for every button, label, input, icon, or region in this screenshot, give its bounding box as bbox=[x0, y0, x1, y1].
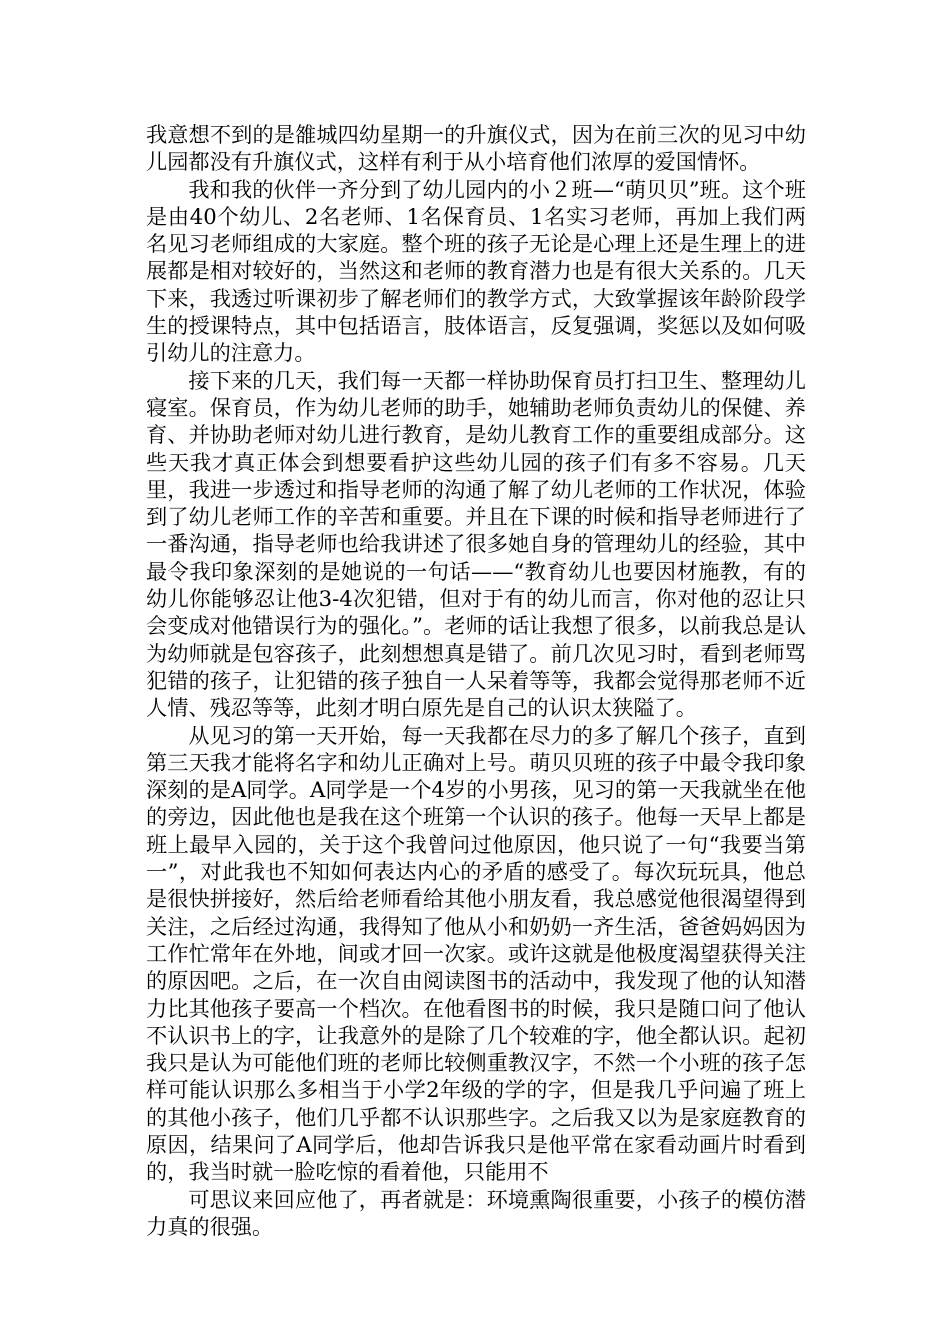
paragraph-4: 从见习的第一天开始，每一天我都在尽力的多了解几个孩子，直到第三天我才能将名字和幼儿正确对上号。萌贝贝班的孩子中最令我印象深刻的是A同学。A同学是一个4岁的小男孩，见习的第一天我就坐在他的旁边，因此他也是我在这个班第一个认识的孩子。他每一天早上都是班上最早入园的，关于这个我曾问过他原因，他只说了一句“我要当第一”，对此我也不知如何表达内心的矛盾的感受了。每次玩玩具，他总是很快拼接好，然后给老师看给其他小朋友看，我总感觉他很渴望得到关注，之后经过沟通，我得知了他从小和奶奶一齐生活，爸爸妈妈因为工作忙常年在外地，间或才回一次家。或许这就是他极度渴望获得关注的原因吧。之后，在一次自由阅读图书的活动中，我发现了他的认知潜力比其他孩子要高一个档次。在他看图书的时候，我只是随口问了他认不认识书上的字，让我意外的是除了几个较难的字，他全都认识。起初我只是认为可能他们班的老师比较侧重教汉字，不然一个小班的孩子怎样可能认识那么多相当于小学2年级的学的字，但是我几乎问遍了班上的其他小孩子，他们几乎都不认识那些字。之后我又以为是家庭教育的原因，结果问了A同学后，他却告诉我只是他平常在家看动画片时看到的，我当时就一脸吃惊的看着他，只能用不 bbox=[146, 722, 806, 1185]
paragraph-3: 接下来的几天，我们每一天都一样协助保育员打扫卫生、整理幼儿寝室。保育员，作为幼儿老师的助手，她辅助老师负责幼儿的保健、养育、并协助老师对幼儿进行教育，是幼儿教育工作的重要组成部分。这些天我才真正体会到想要看护这些幼儿园的孩子们有多不容易。几天里，我进一步透过和指导老师的沟通了解了幼儿老师的工作状况，体验到了幼儿老师工作的辛苦和重要。并且在下课的时候和指导老师进行了一番沟通，指导老师也给我讲述了很多她自身的管理幼儿的经验，其中最令我印象深刻的是她说的一句话——“教育幼儿也要因材施教，有的幼儿你能够忍让他3-4次犯错，但对于有的幼儿而言，你对他的忍让只会变成对他错误行为的强化。”。老师的话让我想了很多，以前我总是认为幼师就是包容孩子，此刻想想真是错了。前几次见习时，看到老师骂犯错的孩子，让犯错的孩子独自一人呆着等等，我都会觉得那老师不近人情、残忍等等，此刻才明白原先是自己的认识太狭隘了。 bbox=[146, 367, 806, 721]
document-body bbox=[146, 121, 806, 1240]
paragraph-5: 可思议来回应他了，再者就是：环境熏陶很重要，小孩子的模仿潜力真的很强。 bbox=[146, 1186, 806, 1239]
paragraph-1: 我意想不到的是雒城四幼星期一的升旗仪式，因为在前三次的见习中幼儿园都没有升旗仪式，这样有利于从小培育他们浓厚的爱国情怀。 bbox=[146, 122, 806, 175]
paragraph-2: 我和我的伙伴一齐分到了幼儿园内的小２班—“萌贝贝”班。这个班是由40个幼儿、2名老师、1名保育员、1名实习老师，再加上我们两名见习老师组成的大家庭。整个班的孩子无论是心理上还是生理上的进展都是相对较好的，当然这和老师的教育潜力也是有很大关系的。几天下来，我透过听课初步了解老师们的教学方式，大致掌握该年龄阶段学生的授课特点，其中包括语言，肢体语言，反复强调，奖惩以及如何吸引幼儿的注意力。 bbox=[146, 176, 806, 366]
